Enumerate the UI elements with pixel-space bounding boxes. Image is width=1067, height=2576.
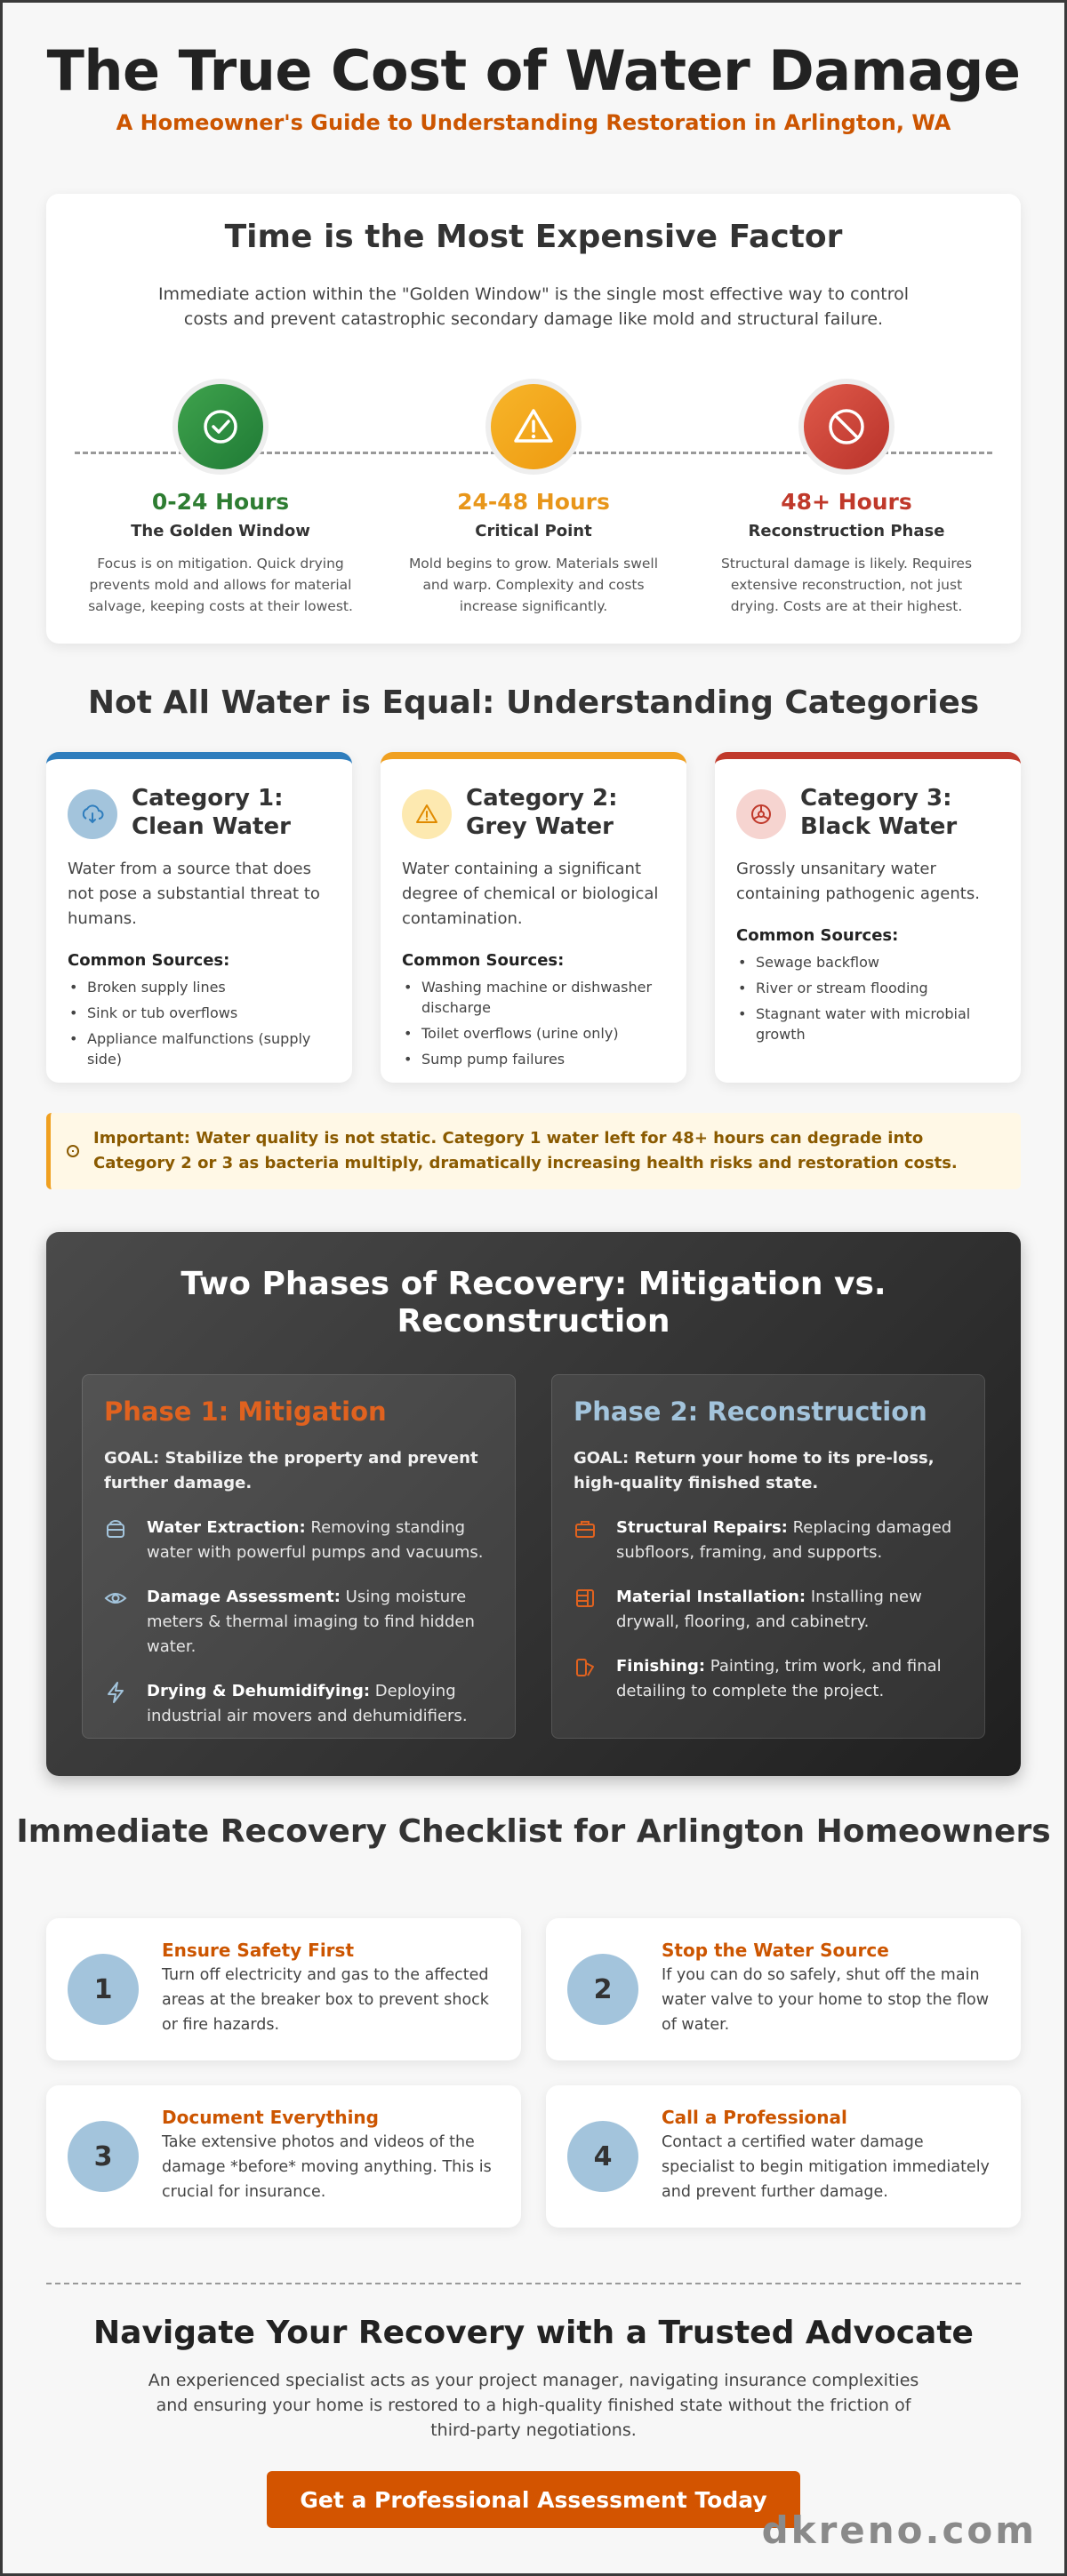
phase-row [104, 1516, 493, 1565]
brand-watermark: dkreno.com [761, 2508, 1037, 2552]
category-title-line2: Black Water [800, 813, 958, 840]
bolt-icon [104, 1681, 127, 1704]
row-bold: Damage Assessment: [147, 1588, 341, 1606]
biohazard-icon [736, 789, 786, 839]
category-card-1 [46, 752, 352, 1083]
row-text: Installing new drywall, flooring, and cabinetry. [616, 1588, 922, 1631]
phase-row [574, 1516, 963, 1565]
stage-name: Critical Point [475, 522, 592, 540]
row-text: Painting, trim work, and final detailing to complete the project. [616, 1657, 942, 1700]
stage-desc: Focus is on mitigation. Quick drying prevents mold and allows for material salvage, keeping costs at their lowest. [88, 556, 353, 614]
step-desc: If you can do so safely, shut off the main water valve to your home to stop the flow of water. [662, 1966, 990, 2034]
row-bold: Structural Repairs: [616, 1518, 788, 1537]
prohibited-icon [798, 379, 895, 475]
list-item: • Appliance malfunctions (supply side) [68, 1028, 331, 1069]
row-text: Using moisture meters & thermal imaging to find hidden water. [147, 1588, 475, 1656]
list-item: • Sink or tub overflows [68, 1003, 331, 1023]
step-title: Ensure Safety First [162, 1940, 355, 1961]
row-text: Replacing damaged subfloors, framing, and supports. [616, 1518, 952, 1562]
category-title-line2: Grey Water [466, 813, 614, 840]
checklist-title: Immediate Recovery Checklist for Arlington Homeowners [16, 1813, 1051, 1850]
category-title-line2: Clean Water [132, 813, 291, 840]
list-item: • Sump pump failures [402, 1049, 665, 1069]
phase-title: Phase 2: Reconstruction [574, 1396, 927, 1427]
phase-row [574, 1654, 963, 1704]
list-item: • Washing machine or dishwasher discharge [402, 977, 665, 1018]
phases-title: Two Phases of Recovery: Mitigation vs. Reconstruction [181, 1266, 886, 1340]
row-bold: Material Installation: [616, 1588, 806, 1606]
important-note [46, 1113, 1021, 1189]
section-divider [46, 2283, 1021, 2284]
step-number: 4 [567, 2121, 638, 2192]
assessment-button[interactable]: Get a Professional Assessment Today [267, 2471, 800, 2528]
category-title-line1: Category 3: [800, 785, 952, 812]
step-title: Document Everything [162, 2107, 379, 2128]
checklist-step-1 [46, 1918, 521, 2060]
page-title: The True Cost of Water Damage [46, 38, 1021, 103]
checklist-step-3 [46, 2085, 521, 2228]
list-item: • Broken supply lines [68, 977, 331, 997]
row-text: Removing standing water with powerful pumps and vacuums. [147, 1518, 484, 1562]
stage-desc: Mold begins to grow. Materials swell and warp. Complexity and costs increase significantly. [408, 556, 659, 614]
list-item: • River or stream flooding [736, 978, 999, 998]
phase-goal: GOAL: Stabilize the property and prevent further damage. [104, 1449, 478, 1492]
stage-name: The Golden Window [131, 522, 310, 540]
stage-time: 24-48 Hours [457, 489, 610, 515]
category-card-3 [715, 752, 1021, 1083]
note-text: Important: Water quality is not static. Category 1 water left for 48+ hours can degrade into Category 2 or 3 as bacteria multiply, dramatically increasing health risks and restoration costs. [93, 1129, 958, 1172]
list-item: • Stagnant water with microbial growth [736, 1004, 999, 1044]
cta-text: An experienced specialist acts as your project manager, navigating insurance complexities and ensuring your home is restored to a high-quality finished state without the friction of third-party negotiations. [148, 2371, 919, 2440]
time-section-lead: Immediate action within the "Golden Window" is the single most effective way to control costs and prevent catastrophic secondary damage like mold and structural failure. [157, 284, 910, 329]
info-icon [67, 1145, 79, 1157]
phase-goal: GOAL: Return your home to its pre-loss, high-quality finished state. [574, 1449, 935, 1492]
warning-triangle-icon [485, 379, 582, 475]
stage-48-plus [708, 379, 985, 617]
phase-row [574, 1585, 963, 1635]
step-desc: Contact a certified water damage specialist to begin mitigation immediately and prevent further damage. [662, 2133, 990, 2201]
sources-label: Common Sources: [402, 951, 565, 970]
row-bold: Drying & Dehumidifying: [147, 1682, 371, 1700]
step-number: 2 [567, 1954, 638, 2025]
sources-label: Common Sources: [68, 951, 230, 970]
stage-time: 48+ Hours [781, 489, 912, 515]
sources-list [68, 977, 331, 1069]
time-factor-card [46, 194, 1021, 644]
warning-triangle-icon [402, 789, 452, 839]
step-desc: Take extensive photos and videos of the damage *before* moving anything. This is crucial for insurance. [162, 2133, 492, 2201]
page-subtitle: A Homeowner's Guide to Understanding Restoration in Arlington, WA [116, 110, 951, 135]
stage-name: Reconstruction Phase [748, 522, 945, 540]
step-title: Stop the Water Source [662, 1940, 889, 1961]
toolbox-icon [574, 1517, 597, 1540]
row-bold: Finishing: [616, 1657, 706, 1676]
category-title-line1: Category 1: [132, 785, 284, 812]
phase-mitigation [82, 1374, 516, 1739]
category-desc: Grossly unsanitary water containing pathogenic agents. [736, 860, 980, 903]
list-item: • Toilet overflows (urine only) [402, 1023, 665, 1044]
category-title-line1: Category 2: [466, 785, 618, 812]
page-header [0, 36, 1067, 135]
bucket-icon [104, 1517, 127, 1540]
stage-desc: Structural damage is likely. Requires extensive reconstruction, not just drying. Costs are at their highest. [720, 556, 973, 614]
phase-row [104, 1679, 493, 1729]
sources-list [402, 977, 665, 1069]
cloud-water-icon [68, 789, 117, 839]
cta-title: Navigate Your Recovery with a Trusted Advocate [93, 2315, 974, 2351]
stage-time: 0-24 Hours [151, 489, 290, 515]
list-item: • Sewage backflow [736, 952, 999, 972]
phases-panel [46, 1232, 1021, 1776]
eye-icon [104, 1587, 127, 1610]
categories-title: Not All Water is Equal: Understanding Categories [87, 684, 980, 721]
checklist-step-2 [546, 1918, 1021, 2060]
phase-reconstruction [551, 1374, 985, 1739]
layers-icon [574, 1587, 597, 1610]
time-section-title: Time is the Most Expensive Factor [224, 219, 843, 255]
row-bold: Water Extraction: [147, 1518, 306, 1537]
checklist-step-4 [546, 2085, 1021, 2228]
sources-list [736, 952, 999, 1044]
step-desc: Turn off electricity and gas to the affected areas at the breaker box to prevent shock or fire hazards. [162, 1966, 489, 2034]
paint-icon [574, 1656, 597, 1679]
step-title: Call a Professional [662, 2107, 847, 2128]
stage-24-48 [395, 379, 672, 617]
check-circle-icon [172, 379, 269, 475]
step-number: 1 [68, 1954, 139, 2025]
stage-0-24 [82, 379, 359, 617]
phase-row [104, 1585, 493, 1660]
row-text: Deploying industrial air movers and dehumidifiers. [147, 1682, 468, 1725]
sources-label: Common Sources: [736, 926, 899, 945]
category-desc: Water containing a significant degree of chemical or biological contamination. [402, 860, 659, 928]
category-card-2 [381, 752, 686, 1083]
category-desc: Water from a source that does not pose a substantial threat to humans. [68, 860, 320, 928]
step-number: 3 [68, 2121, 139, 2192]
phase-title: Phase 1: Mitigation [104, 1396, 387, 1427]
